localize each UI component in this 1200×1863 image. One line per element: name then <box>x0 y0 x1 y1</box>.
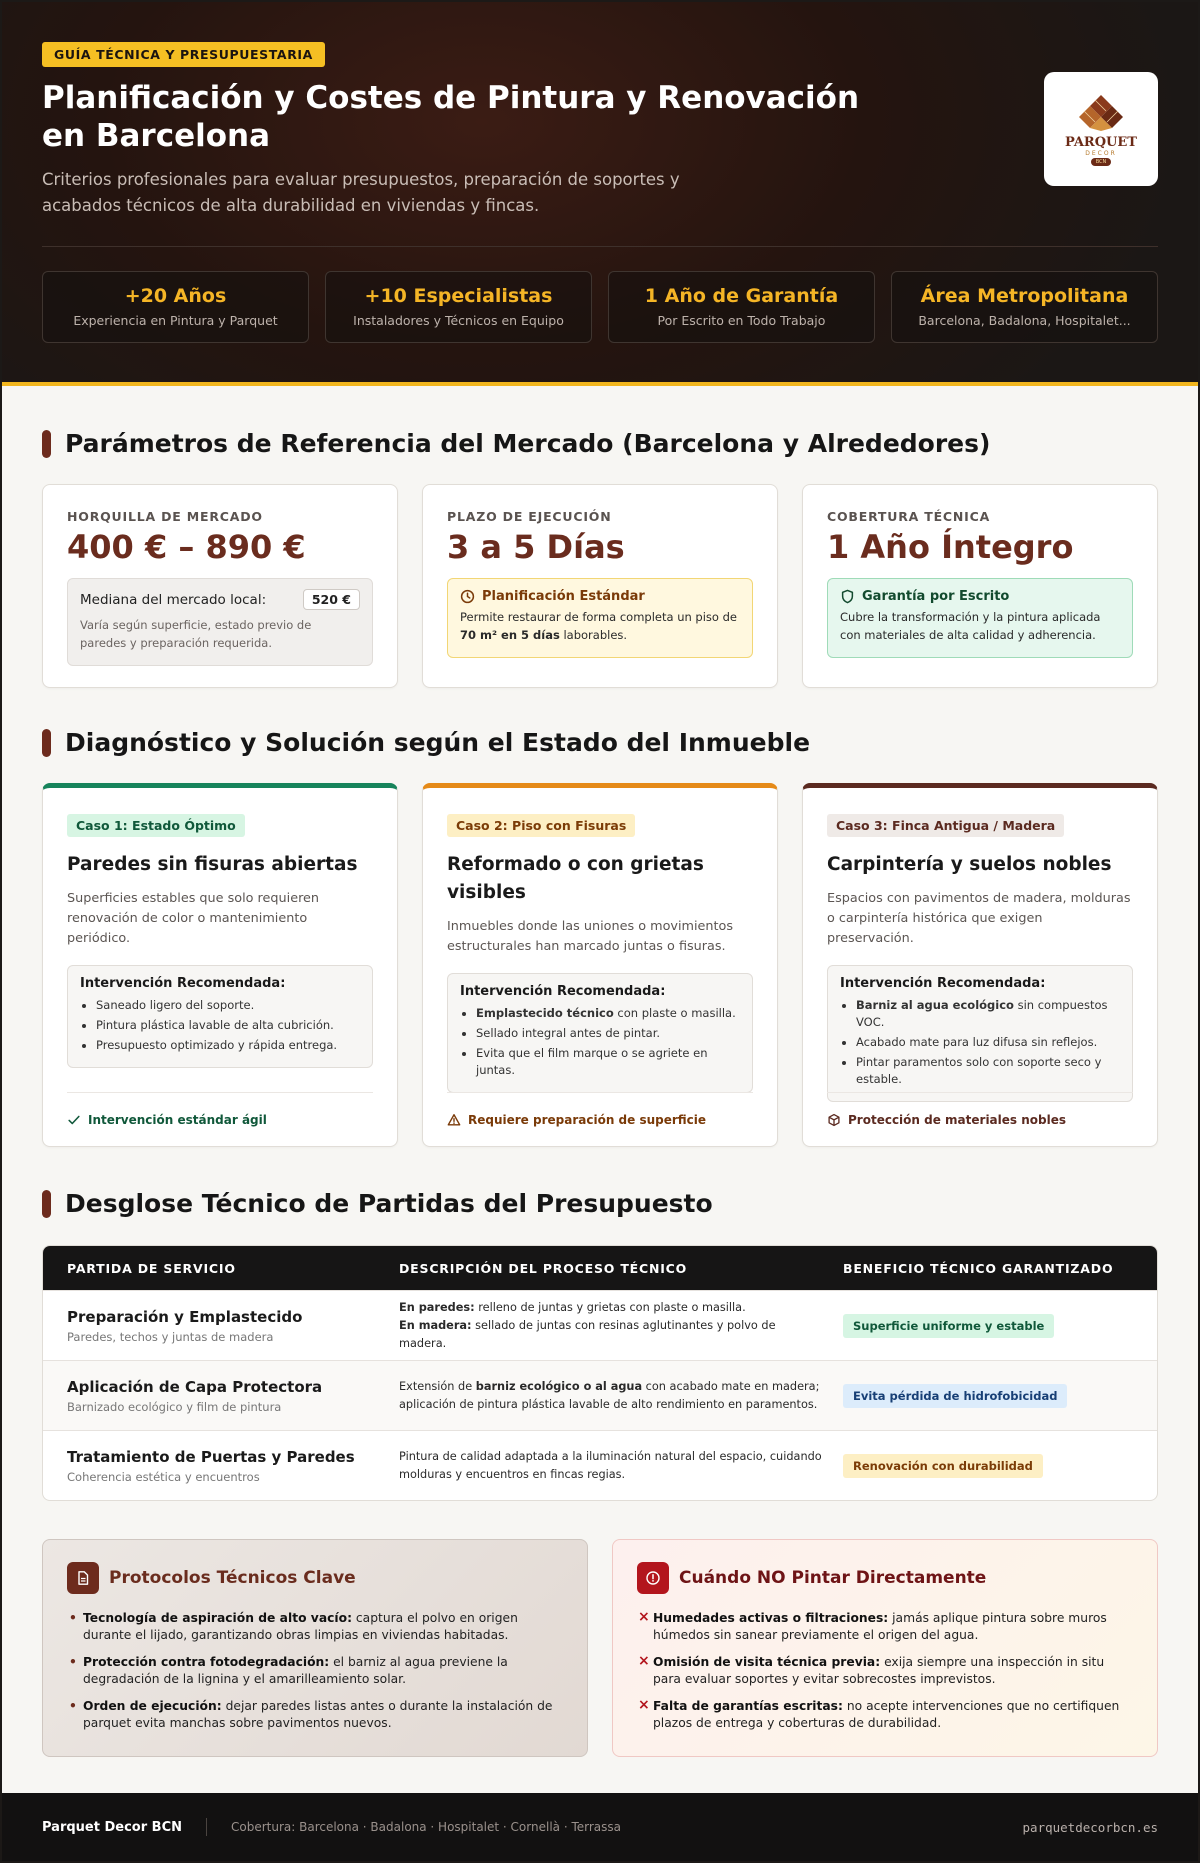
median-label: Mediana del mercado local: <box>80 591 267 608</box>
document-icon <box>67 1562 99 1594</box>
case-footer: Protección de materiales nobles <box>827 1092 1133 1146</box>
stat-area <box>891 271 1158 343</box>
list-item: • Protección contra fotodegradación: el barniz al agua previene la degradación de la lignina y el amarilleamiento solar. <box>67 1654 563 1688</box>
table-row <box>43 1290 1157 1360</box>
table-row <box>43 1360 1157 1430</box>
stat-value: +10 Especialistas <box>364 285 553 307</box>
case-title: Carpintería y suelos nobles <box>827 854 1112 875</box>
intervention-box <box>447 973 753 1093</box>
row-name: Aplicación de Capa Protectora <box>67 1377 323 1396</box>
row-description: Extensión de barniz ecológico o al agua con acabado mate en madera; aplicación de pintura plástica lavable de alto rendimiento en paramentos. <box>399 1379 820 1411</box>
row-name: Preparación y Emplastecido <box>67 1307 303 1326</box>
row-name: Tratamiento de Puertas y Paredes <box>67 1447 355 1466</box>
intervention-box <box>827 965 1133 1102</box>
case-footer: Intervención estándar ágil <box>67 1092 373 1146</box>
logo-pill: BCN <box>1091 158 1112 166</box>
logo-wordmark: PARQUET <box>1065 134 1137 150</box>
intervention-box <box>67 965 373 1068</box>
case-title: Paredes sin fisuras abiertas <box>67 854 358 875</box>
stat-specialists <box>325 271 592 343</box>
benefit-badge: Superficie uniforme y estable <box>843 1314 1054 1338</box>
brand-logo <box>1044 72 1158 186</box>
row-subtitle: Paredes, techos y juntas de madera <box>67 1329 274 1344</box>
list-item: • Saneado ligero del soporte. <box>96 997 360 1014</box>
section-title-text: Parámetros de Referencia del Mercado (Barcelona y Alrededores) <box>65 429 991 458</box>
market-range-card <box>42 484 398 688</box>
page-title: Planificación y Costes de Pintura y Renovación en Barcelona <box>42 80 860 154</box>
list-item: • Tecnología de aspiración de alto vacío: captura el polvo en origen durante el lijado, garantizando obras limpias en viviendas habitadas. <box>67 1610 563 1644</box>
logo-subword: DECOR <box>1085 149 1117 157</box>
check-icon <box>67 1113 81 1127</box>
case-pill: Caso 1: Estado Óptimo <box>67 814 245 837</box>
hero-divider <box>42 246 1158 247</box>
case-card-old-building <box>802 783 1158 1147</box>
intervention-list <box>840 997 1120 1088</box>
median-value: 520 € <box>303 589 360 610</box>
card-label: HORQUILLA DE MERCADO <box>67 509 263 524</box>
warning-icon <box>447 1113 461 1127</box>
intervention-list <box>80 997 360 1054</box>
stat-warranty <box>608 271 875 343</box>
card-label: COBERTURA TÉCNICA <box>827 509 991 524</box>
case-desc: Superficies estables que solo requieren renovación de color o mantenimiento periódico. <box>67 891 320 946</box>
breakdown-table <box>42 1245 1158 1501</box>
card-value: 1 Año Íntegro <box>827 528 1074 566</box>
section-bar <box>42 729 51 757</box>
list-item: • Orden de ejecución: dejar paredes listas antes o durante la instalación de parquet evita manchas sobre pavimentos nuevos. <box>67 1698 563 1732</box>
row-description: En paredes: relleno de juntas y grietas con plaste o masilla. En madera: sellado de juntas con resinas aglutinantes y polvo de madera. <box>399 1300 776 1350</box>
case-desc: Inmuebles donde las uniones o movimientos estructurales han marcado juntas o fisuras. <box>447 919 734 954</box>
hero-header <box>2 2 1198 386</box>
list-item: × Omisión de visita técnica previa: exija siempre una inspección in situ para evaluar soportes y evitar sobrecostes imprevistos. <box>637 1654 1133 1688</box>
list-item: • Presupuesto optimizado y rápida entrega. <box>96 1037 360 1054</box>
benefit-badge: Evita pérdida de hidrofobicidad <box>843 1384 1067 1408</box>
case-card-optimal <box>42 783 398 1147</box>
case-pill: Caso 3: Finca Antigua / Madera <box>827 814 1064 837</box>
list-item: • Emplastecido técnico con plaste o masilla. <box>476 1005 740 1022</box>
protocols-list <box>67 1610 563 1732</box>
protocols-panel <box>42 1539 588 1757</box>
market-cards <box>42 484 1158 688</box>
page-subtitle: Criterios profesionales para evaluar presupuestos, preparación de soportes y acabados técnicos de alta durabilidad en viviendas y fincas. <box>42 170 680 215</box>
intervention-list <box>460 1005 740 1079</box>
warnings-panel <box>612 1539 1158 1757</box>
list-item: • Evita que el film marque o se agriete en juntas. <box>476 1045 740 1079</box>
intervention-heading: Intervención Recomendada: <box>80 976 286 991</box>
stat-value: 1 Año de Garantía <box>644 285 839 307</box>
section-title-text: Desglose Técnico de Partidas del Presupuesto <box>65 1189 713 1218</box>
card-value: 3 a 5 Días <box>447 528 625 566</box>
row-subtitle: Coherencia estética y encuentros <box>67 1469 260 1484</box>
clock-icon <box>460 589 475 604</box>
case-desc: Espacios con pavimentos de madera, molduras o carpintería histórica que exigen preservación. <box>827 891 1131 946</box>
stat-label: Por Escrito en Todo Trabajo <box>657 313 826 328</box>
stat-label: Experiencia en Pintura y Parquet <box>73 313 278 328</box>
footer-separator <box>206 1818 207 1836</box>
planning-title: Planificación Estándar <box>482 589 645 604</box>
list-item: • Pintura plástica lavable de alta cubrición. <box>96 1017 360 1034</box>
intervention-heading: Intervención Recomendada: <box>840 976 1046 991</box>
footer-brand: Parquet Decor BCN <box>42 1819 182 1835</box>
benefit-badge: Renovación con durabilidad <box>843 1454 1043 1478</box>
guide-tag: GUÍA TÉCNICA Y PRESUPUESTARIA <box>42 42 325 67</box>
table-row <box>43 1430 1157 1500</box>
section-title-text: Diagnóstico y Solución según el Estado del Inmueble <box>65 728 811 757</box>
planning-box <box>447 578 753 658</box>
info-panels <box>42 1539 1158 1757</box>
case-cards <box>42 783 1158 1147</box>
panel-title: Protocolos Técnicos Clave <box>109 1568 356 1588</box>
median-note: Varía según superficie, estado previo de paredes y preparación requerida. <box>80 618 312 650</box>
stats-row <box>42 271 1158 343</box>
warranty-text: Cubre la transformación y la pintura aplicada con materiales de alta calidad y adherencia. <box>840 610 1101 642</box>
section-bar <box>42 1190 51 1218</box>
stat-value: +20 Años <box>124 285 227 307</box>
list-item: • Acabado mate para luz difusa sin reflejos. <box>856 1034 1120 1051</box>
card-label: PLAZO DE EJECUCIÓN <box>447 509 612 524</box>
list-item: • Pintar paramentos solo con soporte seco y estable. <box>856 1054 1120 1088</box>
section-title-breakdown <box>42 1189 713 1218</box>
warranty-box <box>827 578 1133 658</box>
alert-circle-icon <box>637 1562 669 1594</box>
stat-label: Barcelona, Badalona, Hospitalet... <box>918 313 1131 328</box>
shield-icon <box>840 589 855 604</box>
section-bar <box>42 430 51 458</box>
market-coverage-card <box>802 484 1158 688</box>
section-title-market <box>42 429 990 458</box>
planning-text: Permite restaurar de forma completa un piso de 70 m² en 5 días laborables. <box>460 610 737 642</box>
column-header: PARTIDA DE SERVICIO <box>67 1260 236 1276</box>
section-title-diagnosis <box>42 728 810 757</box>
warnings-list <box>637 1610 1133 1732</box>
stat-label: Instaladores y Técnicos en Equipo <box>353 313 564 328</box>
row-subtitle: Barnizado ecológico y film de pintura <box>67 1399 282 1414</box>
median-box <box>67 578 373 666</box>
table-header <box>43 1246 1157 1290</box>
card-value: 400 € – 890 € <box>67 528 306 566</box>
footer-website-link[interactable]: parquetdecorbcn.es <box>1022 1819 1158 1835</box>
stat-value: Área Metropolitana <box>920 285 1129 307</box>
list-item: × Humedades activas o filtraciones: jamás aplique pintura sobre muros húmedos sin sanear previamente el origen del agua. <box>637 1610 1133 1644</box>
intervention-heading: Intervención Recomendada: <box>460 984 666 999</box>
case-pill: Caso 2: Piso con Fisuras <box>447 814 635 837</box>
panel-title: Cuándo NO Pintar Directamente <box>679 1568 987 1588</box>
column-header: DESCRIPCIÓN DEL PROCESO TÉCNICO <box>399 1260 688 1276</box>
box-icon <box>827 1113 841 1127</box>
market-term-card <box>422 484 778 688</box>
page-footer <box>2 1793 1198 1861</box>
list-item: • Sellado integral antes de pintar. <box>476 1025 740 1042</box>
case-title: Reformado o con grietas visibles <box>447 854 704 903</box>
list-item: • Barniz al agua ecológico sin compuestos VOC. <box>856 997 1120 1031</box>
column-header: BENEFICIO TÉCNICO GARANTIZADO <box>843 1260 1114 1276</box>
warranty-title: Garantía por Escrito <box>862 589 1010 604</box>
stat-experience <box>42 271 309 343</box>
parquet-logo-icon <box>1072 93 1130 133</box>
row-description: Pintura de calidad adaptada a la iluminación natural del espacio, cuidando molduras y encuentros en fincas regias. <box>399 1449 822 1481</box>
case-footer: Requiere preparación de superficie <box>447 1092 753 1146</box>
footer-coverage: Cobertura: Barcelona · Badalona · Hospitalet · Cornellà · Terrassa <box>231 1820 621 1834</box>
list-item: × Falta de garantías escritas: no acepte intervenciones que no certifiquen plazos de entrega y coberturas de durabilidad. <box>637 1698 1133 1732</box>
case-card-cracks <box>422 783 778 1147</box>
